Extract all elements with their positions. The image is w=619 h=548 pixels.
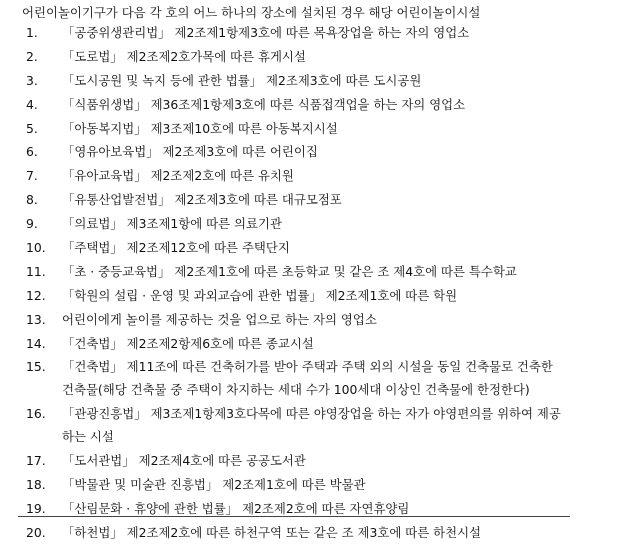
item-number: 3. — [26, 72, 38, 88]
item-number: 4. — [26, 96, 38, 112]
list-item — [0, 335, 619, 353]
item-text: 「도시공원 및 녹지 등에 관한 법률」 제2조제3호에 따른 도시공원 — [62, 72, 422, 88]
item-text — [62, 405, 599, 446]
list-item — [0, 96, 619, 114]
list-item — [0, 24, 619, 42]
item-text-line: 「건축법」 제11조에 따른 건축허가를 받아 주택과 주택 외의 시설을 동일 건축물로 건축한 — [62, 359, 553, 375]
item-text: 「하천법」 제2조제2호에 따른 하천구역 또는 같은 조 제3호에 따른 하천시설 — [62, 524, 482, 540]
list-item — [0, 191, 619, 209]
item-text: 「식품위생법」 제36조제1항제3호에 따른 식품접객업을 하는 자의 영업소 — [62, 96, 466, 112]
list-item — [0, 120, 619, 138]
list-item — [0, 263, 619, 281]
item-text: 「학원의 설립 · 운영 및 과외교습에 관한 법률」 제2조제1호에 따른 학원 — [62, 287, 458, 303]
list-item — [0, 167, 619, 185]
item-number: 19. — [26, 501, 46, 517]
item-text-line: 「관광진흥법」 제3조제1항제3호다목에 따른 야영장업을 하는 자가 야영편의를 위하여 제공 — [62, 406, 561, 422]
list-item — [0, 72, 619, 90]
item-text: 「도서관법」 제2조제4호에 따른 공공도서관 — [62, 453, 306, 469]
list-item — [0, 358, 619, 399]
item-text-line: 건축물(해당 건축물 중 주택이 차지하는 세대 수가 100세대 이상인 건축물에 한정한다) — [62, 382, 530, 398]
item-text: 「건축법」 제2조제2항제6호에 따른 종교시설 — [62, 335, 314, 351]
item-number: 14. — [26, 335, 46, 351]
item-text-line: 하는 시설 — [62, 429, 114, 445]
list-item — [0, 405, 619, 446]
item-number: 8. — [26, 192, 38, 208]
item-number: 15. — [26, 359, 46, 375]
list-item — [0, 476, 619, 494]
list-item — [0, 48, 619, 66]
item-number: 9. — [26, 216, 38, 232]
item-text: 「유아교육법」 제2조제2호에 따른 유치원 — [62, 168, 294, 184]
item-text: 「박물관 및 미술관 진흥법」 제2조제1호에 따른 박물관 — [62, 477, 366, 493]
list-item — [0, 239, 619, 257]
intro-paragraph: 어린이놀이기구가 다음 각 호의 어느 하나의 장소에 설치된 경우 해당 어린이놀이시설 — [22, 5, 481, 20]
item-text: 「의료법」 제3조제1항에 따른 의료기관 — [62, 216, 282, 232]
item-number: 16. — [26, 406, 46, 422]
item-number: 18. — [26, 477, 46, 493]
facility-list — [0, 24, 619, 548]
list-item — [0, 215, 619, 233]
item-number: 10. — [26, 240, 46, 256]
list-item — [0, 524, 619, 542]
item-text — [62, 358, 599, 399]
item-text: 「산림문화 · 휴양에 관한 법률」 제2조제2호에 따른 자연휴양림 — [62, 501, 410, 517]
item-text: 「주택법」 제2조제12호에 따른 주택단지 — [62, 240, 290, 256]
item-number: 13. — [26, 311, 46, 327]
list-item — [0, 311, 619, 329]
bottom-divider — [18, 516, 570, 517]
item-number: 11. — [26, 263, 46, 279]
list-item — [0, 287, 619, 305]
item-number: 5. — [26, 120, 38, 136]
list-item — [0, 452, 619, 470]
item-text: 어린이에게 놀이를 제공하는 것을 업으로 하는 자의 영업소 — [62, 311, 377, 327]
list-item — [0, 143, 619, 161]
item-text: 「유통산업발전법」 제2조제3호에 따른 대규모점포 — [62, 192, 342, 208]
item-number: 2. — [26, 48, 38, 64]
item-number: 17. — [26, 453, 46, 469]
item-number: 1. — [26, 25, 38, 40]
item-number: 12. — [26, 287, 46, 303]
item-text: 「공중위생관리법」 제2조제1항제3호에 따른 목욕장업을 하는 자의 영업소 — [62, 25, 470, 40]
item-number: 7. — [26, 168, 38, 184]
item-text: 「초 · 중등교육법」 제2조제1호에 따른 초등학교 및 같은 조 제4호에 따른 특수학교 — [62, 263, 517, 279]
item-text: 「아동복지법」 제3조제10호에 따른 아동복지시설 — [62, 120, 338, 136]
item-number: 6. — [26, 144, 38, 160]
item-text: 「영유아보육법」 제2조제3호에 따른 어린이집 — [62, 144, 318, 160]
item-number: 20. — [26, 524, 46, 540]
item-text: 「도로법」 제2조제2호가목에 따른 휴게시설 — [62, 48, 306, 64]
